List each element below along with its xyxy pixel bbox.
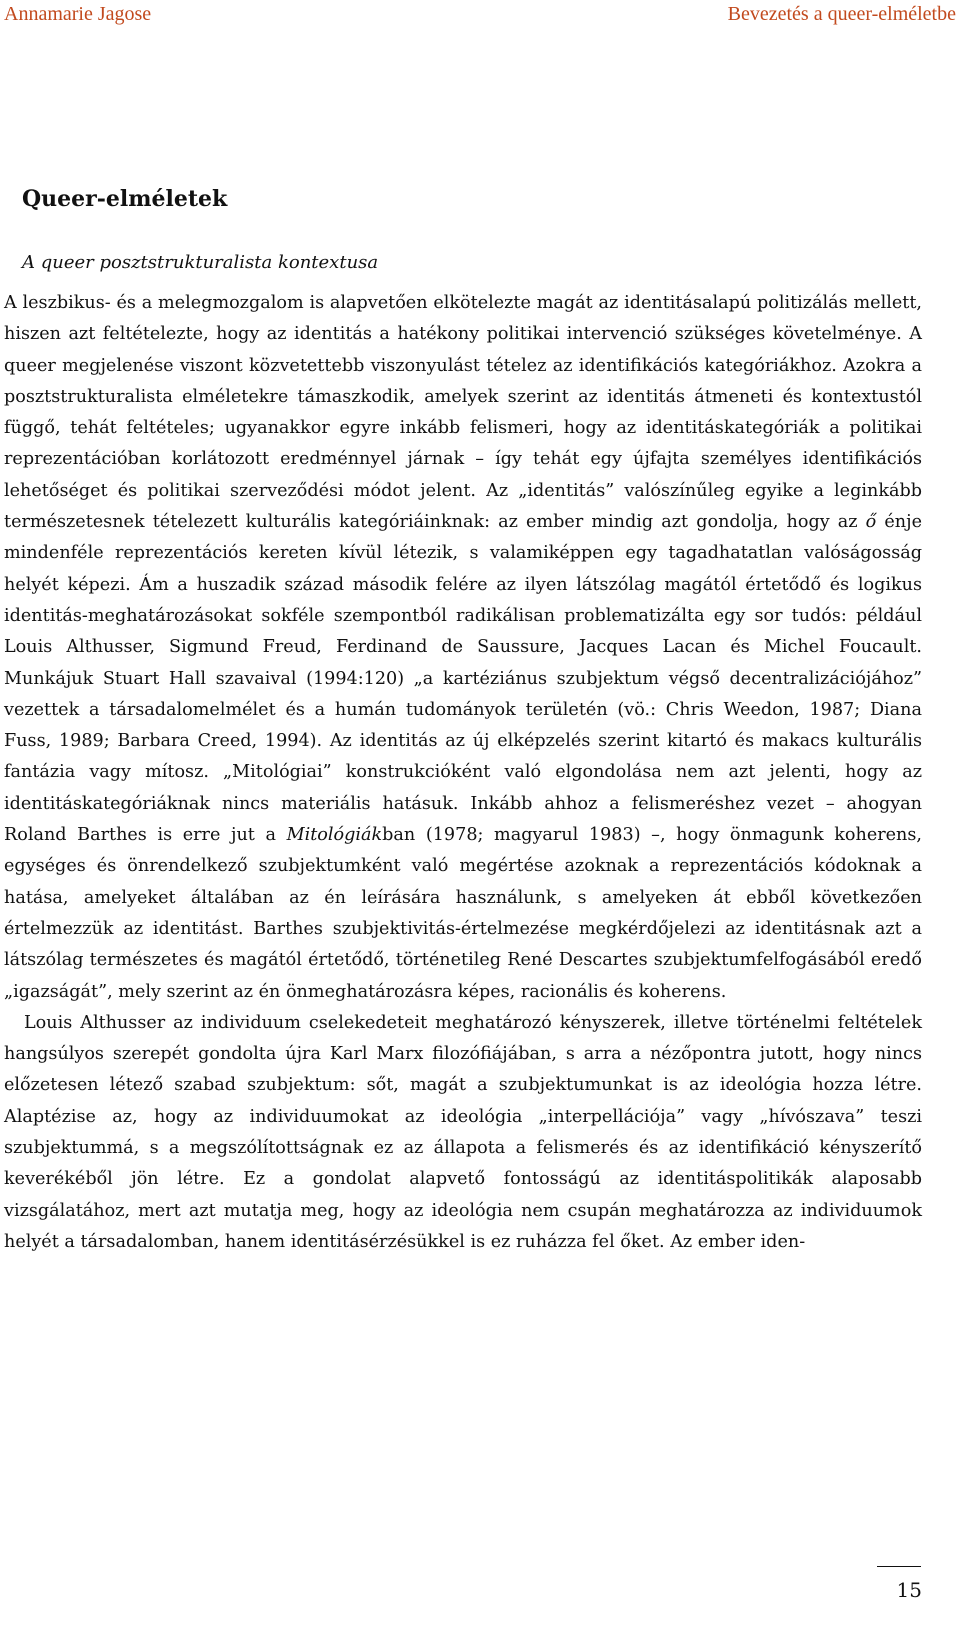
paragraph-1-part-2: énje mindenféle reprezentációs kereten kívül létezik, s valamiképpen egy tagadhatatlan valóságosság helyét képezi. Ám a huszadik század második felére az ilyen látszólag magától értetődő és logikus identitás-meghatározásokat sokféle szempontból radikálisan problematizálta egy sor tudós: például Louis Althusser, Sigmund Freud, Ferdinand de Saussure, Jacques Lacan és Michel Foucault. Munkájuk Stuart Hall szavaival (1994:120) „a kartéziánus szubjektum végső decentralizációjához” vezettek a társadalomelmélet és a humán tudományok területén (vö.: Chris Weedon, 1987; Diana Fuss, 1989; Barbara Creed, 1994). Az identitás az új elképzelés szerint kitartó és makacs kulturális fantázia vagy mítosz. „Mitológiai” konstrukcióként való elgondolása nem azt jelenti, hogy az identitáskategóriáknak nincs materiális hatásuk. Inkább ahhoz a felismeréshez vezet – ahogyan Roland Barthes is erre jut a bbox=[4, 512, 922, 846]
paragraph-1-emphasis-1: ő bbox=[865, 512, 877, 533]
header-book-title: Bevezetés a queer-elméletbe bbox=[727, 2, 956, 25]
paragraph-2: Louis Althusser az individuum cselekedeteit meghatározó kényszerek, illetve történelmi feltételek hangsúlyos szerepét gondolta újra Karl Marx filozófiájában, s arra a nézőpontra jutott, hogy nincs előzetesen létező szabad szubjektum: sőt, magát a szubjektumunkat is az ideológia hozza létre. Alaptézise az, hogy az individuumokat az ideológia „interpellációja” vagy „hívószava” teszi szubjektummá, s a megszólítottságnak ez az állapota a felismerés és az identifikáció kényszerítő keverékéből jön létre. Ez a gondolat alapvető fontosságú az identitáspolitikák alaposabb vizsgálatához, mert azt mutatja meg, hogy az ideológia nem csupán meghatározza az individuumok helyét a társadalomban, hanem identitásérzésükkel is ez ruházza fel őket. Az ember iden- bbox=[4, 1012, 922, 1252]
header-author: Annamarie Jagose bbox=[4, 2, 152, 25]
page-number: 15 bbox=[896, 1578, 922, 1602]
body-text bbox=[4, 288, 922, 1258]
running-header bbox=[0, 0, 960, 28]
paragraph-1-emphasis-2: Mitológiák bbox=[286, 825, 383, 846]
footer-rule bbox=[877, 1566, 921, 1567]
paragraph-1 bbox=[4, 288, 922, 1008]
paragraph-1-part-3: ban (1978; magyarul 1983) –, hogy önmagunk koherens, egységes és önrendelkező szubjektumként való megértése azoknak a reprezentációs kódoknak a hatása, amelyeket általában az én leírására használunk, s amelyeken át ebből következően értelmezzük az identitást. Barthes szubjektivitás-értelmezése megkérdőjelezi az identitásnak azt a látszólag természetes és magától értetődő, történetileg René Descartes szubjektumfelfogásából eredő „igazságát”, mely szerint az én önmeghatározásra képes, racionális és koherens. bbox=[4, 825, 923, 1002]
section-title: Queer-elméletek bbox=[22, 186, 228, 212]
paragraph-1-part-1: A leszbikus- és a melegmozgalom is alapvetően elkötelezte magát az identitásalapú politizálás mellett, hiszen azt feltételezte, hogy az identitás a hatékony politikai intervenció szükséges követelménye. A queer megjelenése viszont közvetettebb viszonyulást tételez az identifikációs kategóriákhoz. Azokra a posztstrukturalista elméletekre támaszkodik, amelyek szerint az identitás átmeneti és kontextustól függő, tehát feltételes; ugyanakkor egyre inkább felismeri, hogy az identitáskategóriák a politikai reprezentációban korlátozott eredménnyel járnak – így tehát egy újfajta személyes identifikációs lehetőséget és politikai szerveződési módot jelent. Az „identitás” valószínűleg egyike a leginkább természetesnek tételezett kulturális kategóriáinknak: az ember mindig azt gondolja, hogy az bbox=[4, 293, 922, 533]
section-subtitle: A queer posztstrukturalista kontextusa bbox=[22, 252, 379, 273]
